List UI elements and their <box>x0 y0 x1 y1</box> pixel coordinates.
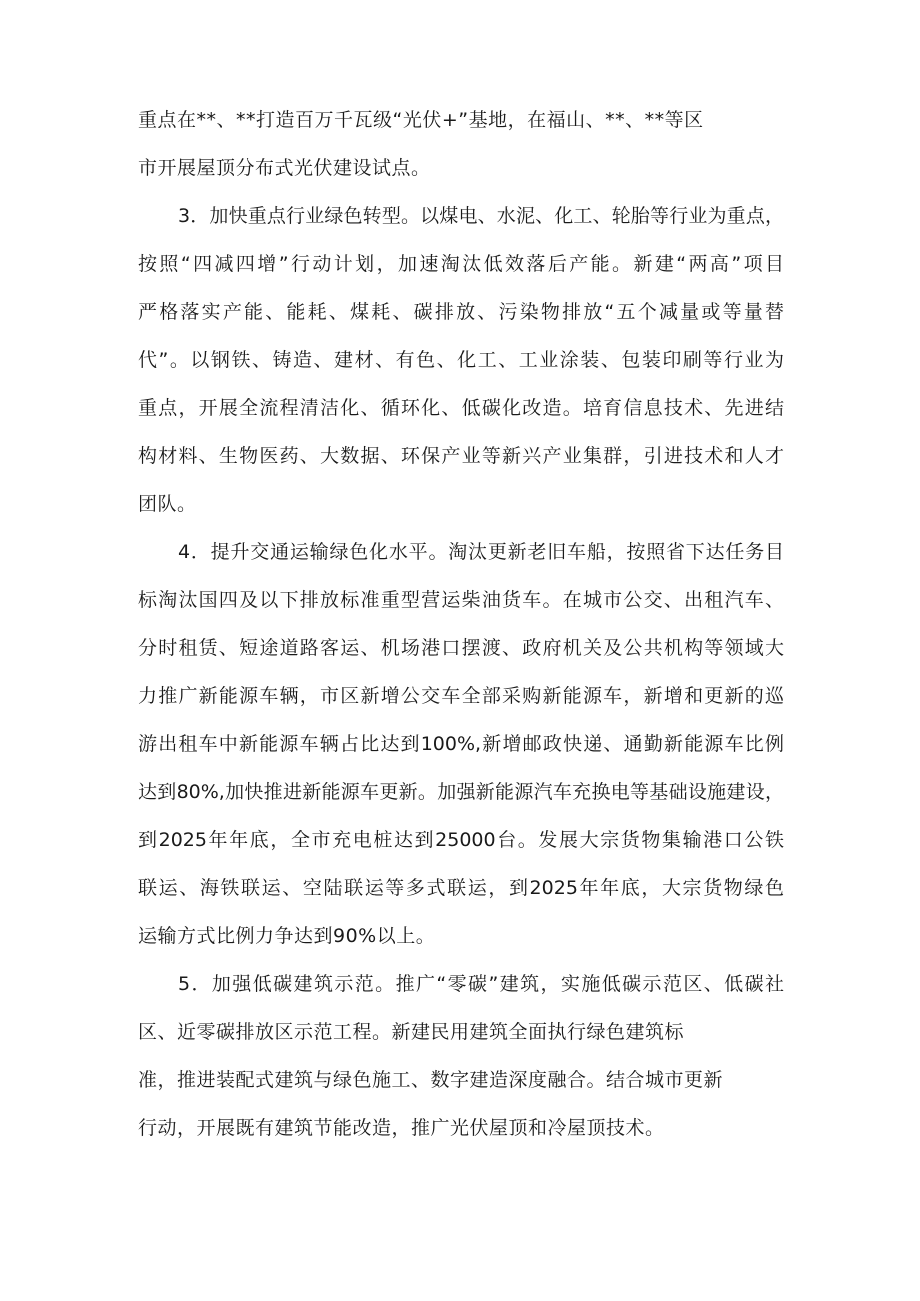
paragraph-line: 代”。以钢铁、铸造、建材、有色、化工、工业涂装、包装印刷等行业为 <box>138 349 784 371</box>
paragraph-line: 区、近零碳排放区示范工程。新建民用建筑全面执行绿色建筑标 <box>138 1021 685 1043</box>
paragraph-line: 按照“四减四增”行动计划，加速淘汰低效落后产能。新建“两高”项目 <box>138 253 784 275</box>
paragraph-line: 游出租车中新能源车辆占比达到100%,新增邮政快递、通勤新能源车比例 <box>138 733 784 755</box>
paragraph-line: 市开展屋顶分布式光伏建设试点。 <box>138 157 431 179</box>
paragraph-line: 标淘汰国四及以下排放标准重型营运柴油货车。在城市公交、出租汽车、 <box>138 589 784 611</box>
paragraph-line: 团队。 <box>138 493 197 515</box>
paragraph-line: 重点，开展全流程清洁化、循环化、低碳化改造。培育信息技术、先进结 <box>138 397 784 419</box>
paragraph-line: 严格落实产能、能耗、煤耗、碳排放、污染物排放“五个减量或等量替 <box>138 301 784 323</box>
paragraph-line: 重点在**、**打造百万千瓦级“光伏+”基地，在福山、**、**等区 <box>138 109 704 131</box>
paragraph-line: 准，推进装配式建筑与绿色施工、数字建造深度融合。结合城市更新 <box>138 1069 724 1091</box>
section-4-heading-line: 4．提升交通运输绿色化水平。淘汰更新老旧车船，按照省下达任务目 <box>178 541 784 563</box>
paragraph-line: 到2025年年底，全市充电桩达到25000台。发展大宗货物集输港口公铁 <box>138 829 784 851</box>
paragraph-line: 构材料、生物医药、大数据、环保产业等新兴产业集群，引进技术和人才 <box>138 445 784 467</box>
paragraph-line: 力推广新能源车辆，市区新增公交车全部采购新能源车，新增和更新的巡 <box>138 685 784 707</box>
paragraph-line: 行动，开展既有建筑节能改造，推广光伏屋顶和冷屋顶技术。 <box>138 1117 665 1139</box>
paragraph-line: 分时租赁、短途道路客运、机场港口摆渡、政府机关及公共机构等领域大 <box>138 637 784 659</box>
section-5-heading-line: 5．加强低碳建筑示范。推广“零碳”建筑，实施低碳示范区、低碳社 <box>178 973 784 995</box>
paragraph-line: 运输方式比例力争达到90%以上。 <box>138 925 436 947</box>
paragraph-line: 联运、海铁联运、空陆联运等多式联运，到2025年年底，大宗货物绿色 <box>138 877 784 899</box>
section-3-heading-line: 3．加快重点行业绿色转型。以煤电、水泥、化工、轮胎等行业为重点， <box>178 205 784 227</box>
paragraph-line: 达到80%,加快推进新能源车更新。加强新能源汽车充换电等基础设施建设， <box>138 781 784 803</box>
